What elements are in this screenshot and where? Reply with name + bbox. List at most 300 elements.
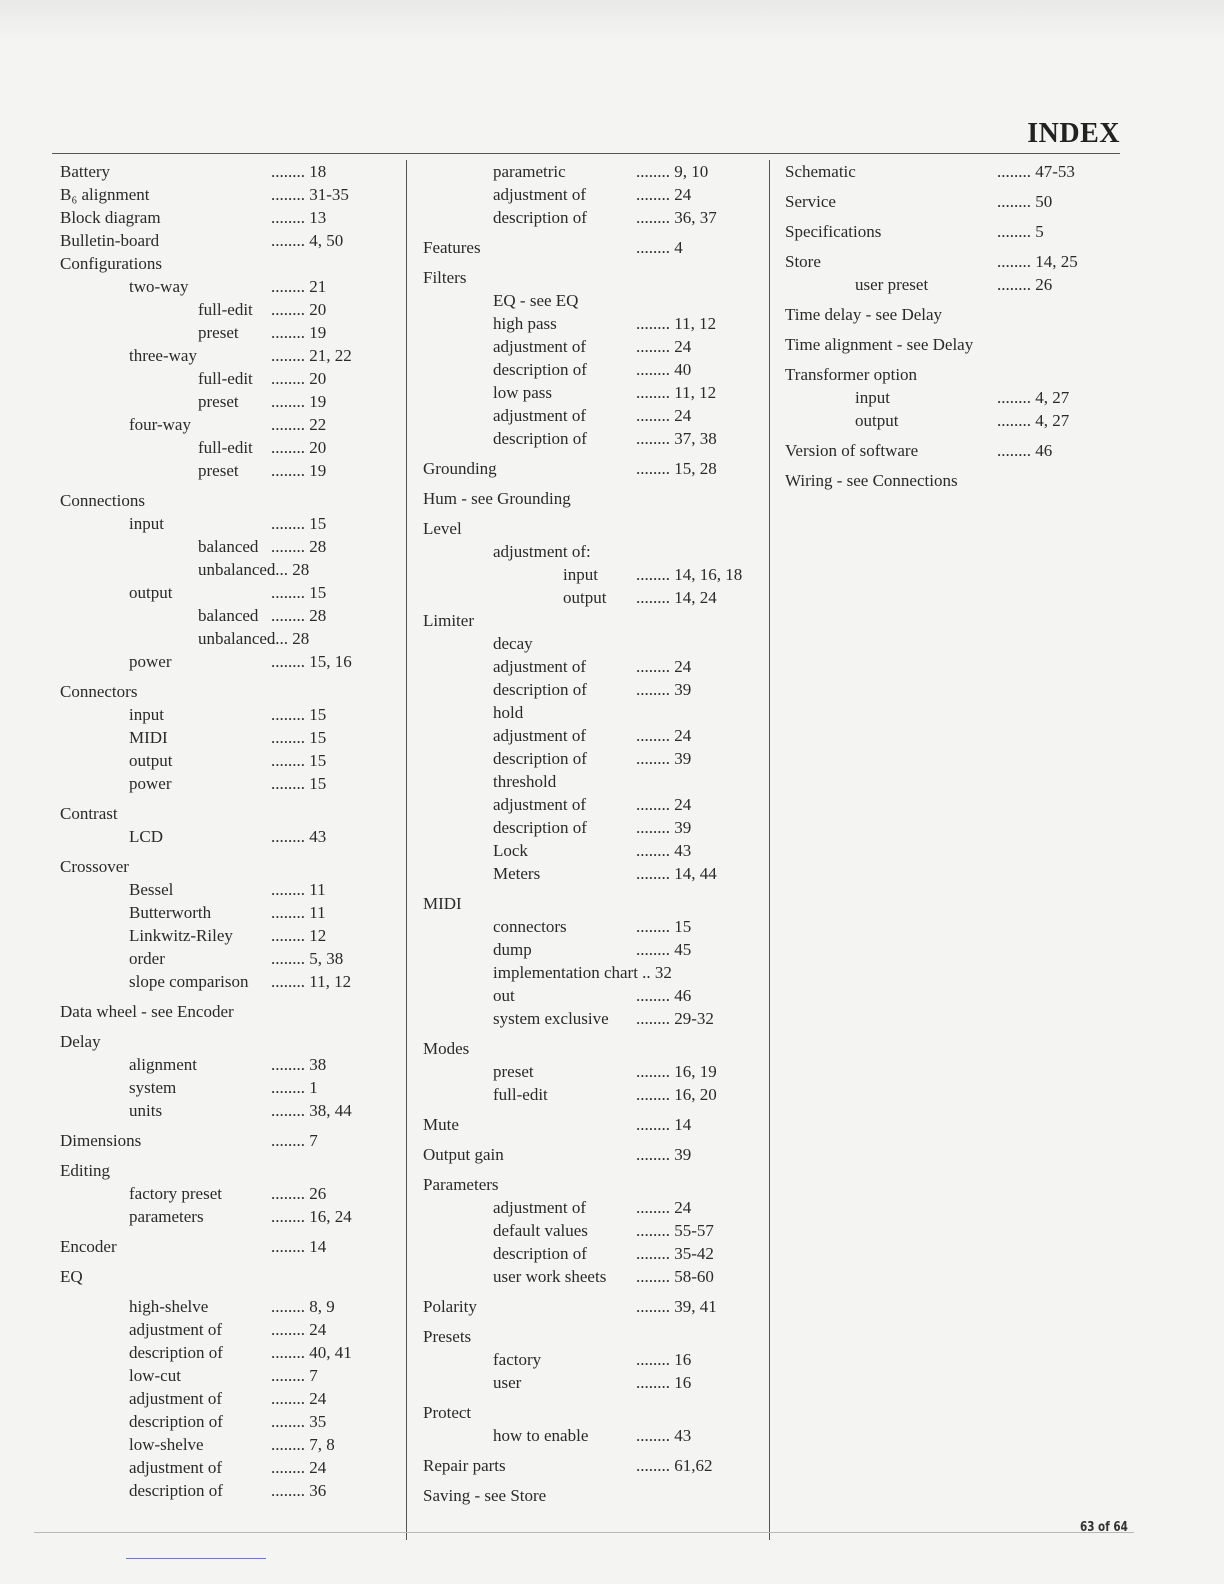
index-entry (423, 1424, 768, 1447)
index-term: Limiter (423, 611, 474, 630)
index-term: Crossover (60, 857, 129, 876)
index-term: Protect (423, 1403, 472, 1422)
index-pages: ........ 19 (271, 461, 327, 480)
index-term: user preset (855, 275, 929, 294)
footer-rule (34, 1532, 1134, 1533)
index-entry (60, 512, 400, 535)
page-title: INDEX (1027, 118, 1120, 149)
index-pages: ........ 58-60 (636, 1267, 714, 1286)
index-term: Data wheel - see Encoder (60, 1002, 234, 1021)
index-term: adjustment of (493, 337, 587, 356)
scan-shadow (0, 0, 1224, 40)
index-pages: ........ 4, 50 (271, 231, 344, 250)
index-pages: ........ 24 (636, 657, 692, 676)
index-entry (60, 160, 400, 183)
index-entry (785, 333, 1120, 356)
index-pages: ........ 37, 38 (636, 429, 717, 448)
index-pages: ........ 36 (271, 1481, 327, 1500)
index-pages: ........ 1 (271, 1078, 318, 1097)
index-term: Features (423, 238, 481, 257)
index-entry (60, 1410, 400, 1433)
index-pages: ........ 40 (636, 360, 692, 379)
index-pages: ........ 46 (636, 986, 692, 1005)
index-pages: ........ 29-32 (636, 1009, 714, 1028)
index-entry (423, 701, 768, 724)
index-pages: ........ 43 (636, 841, 692, 860)
index-pages: ........ 61,62 (636, 1456, 713, 1475)
index-pages: ........ 19 (271, 392, 327, 411)
index-pages: ........ 40, 41 (271, 1343, 352, 1362)
index-column-3 (785, 160, 1120, 492)
index-entry (785, 363, 1120, 386)
page-number: 63 of 64 (1080, 1520, 1128, 1535)
index-pages: ........ 15 (271, 514, 327, 533)
index-pages: ........ 19 (271, 323, 327, 342)
index-term: Transformer option (785, 365, 918, 384)
index-entry (423, 404, 768, 427)
index-term: units (129, 1101, 163, 1120)
index-term: unbalanced (198, 560, 276, 579)
index-pages: .... 28 (271, 560, 310, 579)
index-entry (60, 1099, 400, 1122)
index-pages: ........ 16, 19 (636, 1062, 717, 1081)
index-term: high-shelve (129, 1297, 209, 1316)
index-term: Output gain (423, 1145, 504, 1164)
index-pages: ........ 15 (636, 917, 692, 936)
index-term: default values (493, 1221, 588, 1240)
index-term: adjustment of (493, 795, 587, 814)
index-entry (60, 749, 400, 772)
index-entry (423, 839, 768, 862)
index-entry (60, 558, 400, 581)
index-pages: ........ 24 (636, 337, 692, 356)
index-pages: ........ 24 (636, 726, 692, 745)
index-term: low pass (493, 383, 553, 402)
index-pages: ........ 14 (636, 1115, 692, 1134)
index-term: Contrast (60, 804, 118, 823)
index-entry (423, 632, 768, 655)
index-entry (423, 770, 768, 793)
index-pages: ........ 39 (636, 749, 692, 768)
index-entry (423, 335, 768, 358)
index-entry (423, 1113, 768, 1136)
index-pages: ........ 16 (636, 1373, 692, 1392)
index-term: high pass (493, 314, 557, 333)
index-term: Schematic (785, 162, 856, 181)
index-term: adjustment of (129, 1458, 223, 1477)
index-term: parameters (129, 1207, 204, 1226)
index-term: description of (129, 1412, 223, 1431)
index-entry (423, 1037, 768, 1060)
index-term: input (129, 705, 164, 724)
index-entry (785, 386, 1120, 409)
index-entry (423, 487, 768, 510)
index-entry (785, 220, 1120, 243)
index-entry (423, 938, 768, 961)
index-entry (60, 772, 400, 795)
index-term: how to enable (493, 1426, 589, 1445)
index-pages: ........ 8, 9 (271, 1297, 335, 1316)
index-term: power (129, 774, 172, 793)
index-pages: ........ 4, 27 (997, 388, 1070, 407)
index-term: adjustment of (129, 1320, 223, 1339)
index-term: Editing (60, 1161, 111, 1180)
index-entry (60, 436, 400, 459)
index-pages: ........ 31-35 (271, 185, 349, 204)
index-term: adjustment of (493, 406, 587, 425)
index-term: EQ - see EQ (493, 291, 579, 310)
index-entry (423, 312, 768, 335)
index-term: Lock (493, 841, 528, 860)
index-pages: ........ 24 (271, 1389, 327, 1408)
index-term: description of (129, 1481, 223, 1500)
index-term: input (563, 565, 598, 584)
index-entry (60, 1076, 400, 1099)
index-pages: ........ 43 (636, 1426, 692, 1445)
index-entry (423, 747, 768, 770)
index-entry (60, 535, 400, 558)
index-pages: ........ 24 (636, 795, 692, 814)
index-pages: ........ 11, 12 (271, 972, 352, 991)
index-term: output (855, 411, 899, 430)
index-term: user (493, 1373, 522, 1392)
index-entry (423, 1083, 768, 1106)
index-term: adjustment of (493, 185, 587, 204)
index-entry (60, 878, 400, 901)
index-entry (60, 947, 400, 970)
index-term: dump (493, 940, 532, 959)
index-pages: ........ 47-53 (997, 162, 1075, 181)
index-entry (60, 321, 400, 344)
index-entry (60, 1205, 400, 1228)
index-entry (785, 273, 1120, 296)
index-entry (60, 229, 400, 252)
index-term: description of (493, 360, 587, 379)
index-column-2 (423, 160, 768, 1507)
index-entry (60, 1433, 400, 1456)
index-entry (423, 183, 768, 206)
index-entry (423, 563, 768, 586)
index-term: Mute (423, 1115, 459, 1134)
index-entry (423, 984, 768, 1007)
index-pages: ........ 39 (636, 818, 692, 837)
index-entry (423, 206, 768, 229)
index-term: Dimensions (60, 1131, 142, 1150)
index-pages: ........ 7 (271, 1131, 318, 1150)
index-pages: ........ 18 (271, 162, 327, 181)
index-term: MIDI (129, 728, 168, 747)
index-entry (60, 1182, 400, 1205)
index-term: Time delay - see Delay (785, 305, 943, 324)
index-entry (785, 250, 1120, 273)
index-entry (60, 1295, 400, 1318)
index-term: description of (493, 429, 587, 448)
index-term: Delay (60, 1032, 101, 1051)
index-pages: ........ 11, 12 (636, 314, 717, 333)
index-entry (423, 915, 768, 938)
index-pages: ........ 24 (271, 1458, 327, 1477)
index-entry (423, 1007, 768, 1030)
index-pages: ........ 26 (271, 1184, 327, 1203)
index-term: three-way (129, 346, 197, 365)
index-pages: ........ 21 (271, 277, 327, 296)
index-term: Configurations (60, 254, 162, 273)
index-pages: ........ 20 (271, 369, 327, 388)
index-entry (423, 1401, 768, 1424)
index-pages: ........ 24 (636, 185, 692, 204)
margin-mark (126, 1558, 266, 1559)
index-entry (423, 1242, 768, 1265)
index-term: Version of software (785, 441, 919, 460)
index-term: description of (129, 1343, 223, 1362)
index-pages: ........ 12 (271, 926, 327, 945)
index-entry (423, 1295, 768, 1318)
index-entry (60, 1387, 400, 1410)
index-term: B₆ alignment (60, 185, 150, 204)
index-term: out (493, 986, 515, 1005)
index-pages: ........ 7, 8 (271, 1435, 335, 1454)
index-pages: ........ 24 (271, 1320, 327, 1339)
index-pages: ........ 55-57 (636, 1221, 714, 1240)
index-term: connectors (493, 917, 567, 936)
index-pages: ........ 21, 22 (271, 346, 352, 365)
index-term: adjustment of (493, 726, 587, 745)
index-pages: ........ 39, 41 (636, 1297, 717, 1316)
index-entry (423, 266, 768, 289)
index-term: description of (493, 1244, 587, 1263)
index-term: Bulletin-board (60, 231, 160, 250)
index-entry (60, 924, 400, 947)
index-entry (60, 183, 400, 206)
index-pages: ........ 5, 38 (271, 949, 344, 968)
index-entry (423, 862, 768, 885)
index-pages: ........ 5 (997, 222, 1044, 241)
index-term: description of (493, 680, 587, 699)
index-term: adjustment of (493, 1198, 587, 1217)
index-pages: ........ 14, 44 (636, 864, 717, 883)
index-term: output (129, 751, 173, 770)
index-term: Level (423, 519, 462, 538)
index-entry (60, 390, 400, 413)
index-term: low-shelve (129, 1435, 204, 1454)
index-term: EQ (60, 1267, 83, 1286)
index-entry (60, 1456, 400, 1479)
index-term: hold (493, 703, 524, 722)
index-term: Encoder (60, 1237, 117, 1256)
index-term: Meters (493, 864, 541, 883)
index-pages: ........ 45 (636, 940, 692, 959)
index-term: input (855, 388, 890, 407)
index-entry (423, 1173, 768, 1196)
column-divider (406, 160, 407, 1540)
index-pages: ........ 11, 12 (636, 383, 717, 402)
index-entry (423, 1143, 768, 1166)
index-term: low-cut (129, 1366, 181, 1385)
index-entry (423, 427, 768, 450)
index-entry (423, 1219, 768, 1242)
index-pages: ........ 35 (271, 1412, 327, 1431)
index-term: Grounding (423, 459, 497, 478)
index-term: output (129, 583, 173, 602)
index-term: Battery (60, 162, 111, 181)
index-entry (423, 793, 768, 816)
index-pages: ........ 7 (271, 1366, 318, 1385)
index-pages: ........ 4, 27 (997, 411, 1070, 430)
index-entry (423, 1484, 768, 1507)
index-term: Connections (60, 491, 145, 510)
index-entry (423, 1265, 768, 1288)
index-term: two-way (129, 277, 189, 296)
index-pages: ........ 38 (271, 1055, 327, 1074)
index-term: Connectors (60, 682, 138, 701)
index-term: Saving - see Store (423, 1486, 547, 1505)
index-entry (60, 970, 400, 993)
index-term: unbalanced (198, 629, 276, 648)
index-entry (60, 825, 400, 848)
index-entry (60, 1053, 400, 1076)
index-term: Parameters (423, 1175, 499, 1194)
index-entry (423, 586, 768, 609)
index-entry (423, 236, 768, 259)
index-term: Repair parts (423, 1456, 506, 1475)
index-term: input (129, 514, 164, 533)
index-term: decay (493, 634, 533, 653)
index-entry (60, 726, 400, 749)
index-term: full-edit (493, 1085, 548, 1104)
index-term: adjustment of (129, 1389, 223, 1408)
index-entry (60, 252, 400, 275)
index-term: description of (493, 208, 587, 227)
index-pages: ........ 28 (271, 537, 327, 556)
index-entry (785, 190, 1120, 213)
index-entry (423, 540, 768, 563)
index-pages: ........ 14, 25 (997, 252, 1078, 271)
index-entry (60, 489, 400, 512)
index-pages: ........ 26 (997, 275, 1053, 294)
index-term: alignment (129, 1055, 197, 1074)
index-entry (60, 1364, 400, 1387)
index-term: Modes (423, 1039, 470, 1058)
index-term: balanced (198, 537, 259, 556)
index-entry (60, 802, 400, 825)
index-column-1 (60, 160, 400, 1502)
index-entry (785, 469, 1120, 492)
index-entry (60, 680, 400, 703)
index-term: preset (198, 323, 239, 342)
index-entry (60, 1030, 400, 1053)
index-pages: ........ 14, 24 (636, 588, 717, 607)
index-entry (423, 1196, 768, 1219)
index-entry (60, 604, 400, 627)
index-entry (60, 275, 400, 298)
index-term: system (129, 1078, 177, 1097)
index-entry (60, 703, 400, 726)
index-term: power (129, 652, 172, 671)
index-pages: ........ 22 (271, 415, 327, 434)
index-term: full-edit (198, 300, 253, 319)
index-pages: ........ 15 (271, 705, 327, 724)
index-pages: ........ 16, 24 (271, 1207, 352, 1226)
index-pages: ........ 14 (271, 1237, 327, 1256)
index-pages: ........ 15 (271, 728, 327, 747)
index-entry (60, 206, 400, 229)
index-entry (423, 655, 768, 678)
index-term: Wiring - see Connections (785, 471, 958, 490)
index-term: Linkwitz-Riley (129, 926, 233, 945)
index-entry (60, 344, 400, 367)
index-term: threshold (493, 772, 557, 791)
index-term: parametric (493, 162, 566, 181)
index-term: full-edit (198, 438, 253, 457)
index-entry (423, 961, 768, 984)
header-rule (52, 153, 1120, 154)
index-term: order (129, 949, 165, 968)
index-entry (60, 1000, 400, 1023)
index-pages: ........ 28 (271, 606, 327, 625)
index-term: Block diagram (60, 208, 161, 227)
index-term: Bessel (129, 880, 174, 899)
index-term: Time alignment - see Delay (785, 335, 974, 354)
index-entry (60, 367, 400, 390)
index-term: Filters (423, 268, 467, 287)
index-term: slope comparison (129, 972, 249, 991)
index-entry (60, 298, 400, 321)
index-term: four-way (129, 415, 191, 434)
index-term: Store (785, 252, 821, 271)
index-term: preset (198, 461, 239, 480)
index-entry (60, 1341, 400, 1364)
index-term: preset (198, 392, 239, 411)
index-entry (423, 892, 768, 915)
index-term: implementation chart .. 32 (493, 963, 672, 982)
index-entry (60, 1265, 400, 1288)
index-entry (60, 459, 400, 482)
index-pages: ........ 39 (636, 680, 692, 699)
index-term: description of (493, 818, 587, 837)
index-term: output (563, 588, 607, 607)
index-pages: ........ 38, 44 (271, 1101, 352, 1120)
index-pages: ........ 43 (271, 827, 327, 846)
index-pages: ........ 35-42 (636, 1244, 714, 1263)
index-pages: ........ 15 (271, 774, 327, 793)
index-entry (423, 160, 768, 183)
index-term: Hum - see Grounding (423, 489, 571, 508)
column-divider (769, 160, 770, 1540)
index-term: Service (785, 192, 836, 211)
index-entry (60, 1318, 400, 1341)
index-pages: ........ 15, 28 (636, 459, 717, 478)
index-entry (60, 901, 400, 924)
index-entry (60, 855, 400, 878)
index-entry (60, 581, 400, 604)
index-pages: ........ 16 (636, 1350, 692, 1369)
index-entry (423, 289, 768, 312)
index-term: adjustment of: (493, 542, 591, 561)
index-entry (785, 409, 1120, 432)
index-entry (785, 439, 1120, 462)
index-pages: ........ 20 (271, 438, 327, 457)
index-term: system exclusive (493, 1009, 609, 1028)
index-term: Specifications (785, 222, 882, 241)
index-entry (60, 1235, 400, 1258)
index-term: factory preset (129, 1184, 222, 1203)
index-entry (423, 1325, 768, 1348)
index-entry (423, 1348, 768, 1371)
index-entry (785, 160, 1120, 183)
index-term: preset (493, 1062, 534, 1081)
index-pages: ........ 24 (636, 406, 692, 425)
index-entry (60, 1479, 400, 1502)
